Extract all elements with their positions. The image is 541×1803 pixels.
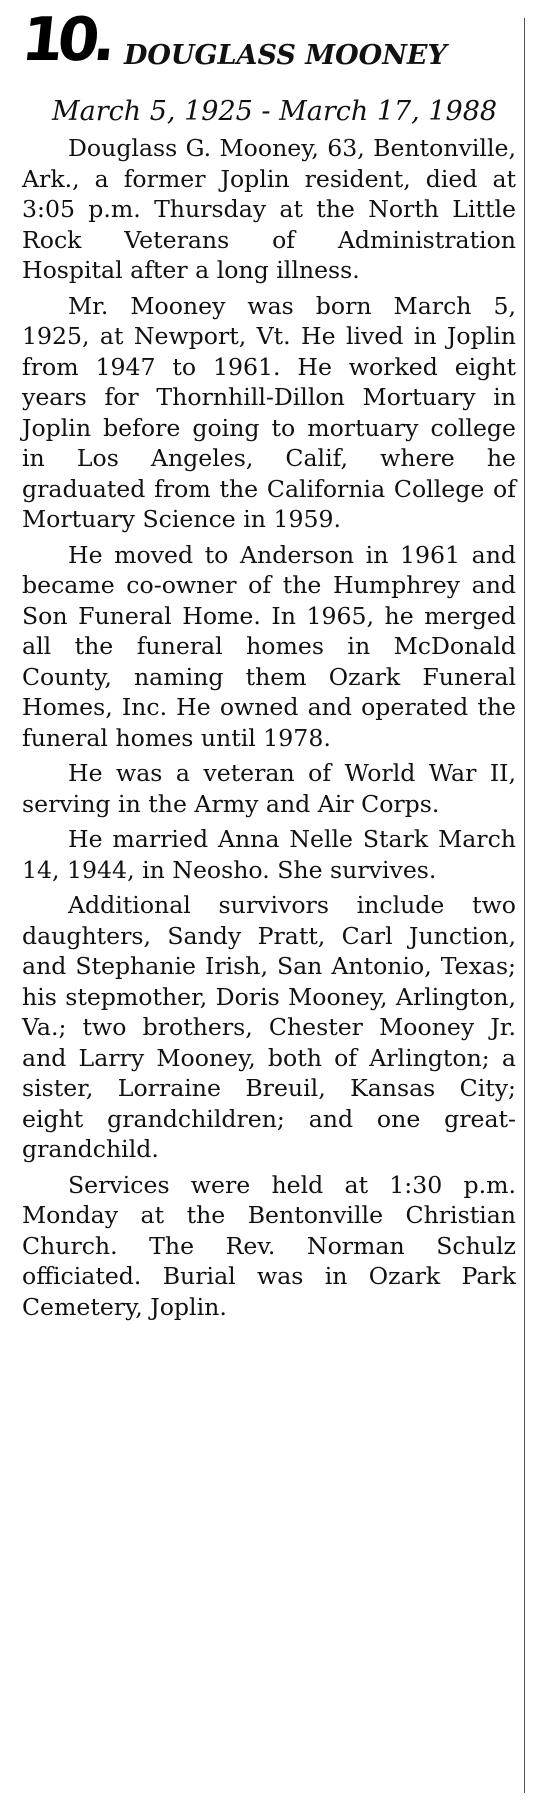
obituary-body — [22, 133, 516, 1327]
obituary-header — [18, 5, 522, 90]
paragraph-death-notice: Douglass G. Mooney, 63, Bentonville, Ark., a former Joplin resident, died at 3:05 p.m. Thursday at the North Little Rock Veterans of Administration Hospital after a long illness. — [22, 134, 516, 284]
handwritten-number: 10. — [18, 5, 114, 75]
paragraph-services: Services were held at 1:30 p.m. Monday at the Bentonville Christian Church. The Rev. Norman Schulz officiated. Burial was in Ozark Park Cemetery, Joplin. — [22, 1170, 516, 1321]
paragraph-marriage: He married Anna Nelle Stark March 14, 1944, in Neosho. She survives. — [22, 825, 516, 884]
life-dates: March 5, 1925 - March 17, 1988 — [52, 96, 498, 127]
paragraph-military: He was a veteran of World War II, serving in the Army and Air Corps. — [22, 759, 516, 818]
paragraph-survivors: Additional survivors include two daughters, Sandy Pratt, Carl Junction, and Stephanie Irish, San Antonio, Texas; his stepmother, Doris Mooney, Arlington, Va.; two brothers, Chester Mooney Jr. and Larry Mooney, both of Arlington; a sister, Lorraine Breuil, Kansas City; eight grandchildren; and one great-grandchild. — [22, 891, 516, 1163]
paragraph-early-life: Mr. Mooney was born March 5, 1925, at Newport, Vt. He lived in Joplin from 1947 to 1961. He worked eight years for Thornhill-Dillon Mortuary in Joplin before going to mortuary college in Los Angeles, Calif, where he graduated from the California College of Mortuary Science in 1959. — [22, 291, 516, 533]
obituary-name: DOUGLASS MOONEY — [124, 40, 447, 71]
paragraph-career: He moved to Anderson in 1961 and became co-owner of the Humphrey and Son Funeral Home. In 1965, he merged all the funeral homes in McDonald County, naming them Ozark Funeral Homes, Inc. He owned and operated the funeral homes until 1978. — [22, 540, 516, 752]
column-rule — [524, 18, 525, 1793]
